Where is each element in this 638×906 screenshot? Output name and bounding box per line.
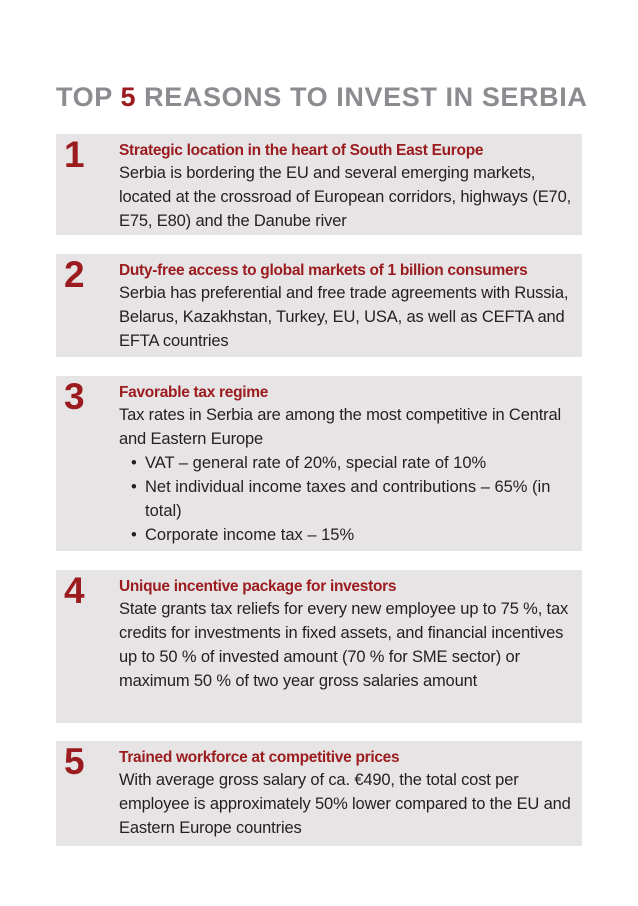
reason-heading: Trained workforce at competitive prices — [119, 749, 400, 766]
title-prefix: TOP — [56, 82, 121, 112]
reason-content — [119, 747, 576, 840]
reason-number: 4 — [64, 570, 85, 611]
reason-content — [119, 382, 576, 547]
reason-body: Serbia is bordering the EU and several emerging markets, located at the crossroad of European corridors, highways (E70, E75, E80) and the Danube river — [119, 164, 572, 230]
reason-card-1 — [56, 134, 582, 235]
reason-card-3 — [56, 376, 582, 551]
reason-content — [119, 140, 576, 233]
reason-body: With average gross salary of ca. €490, the total cost per employee is approximately 50% lower compared to the EU and Eastern Europe countries — [119, 771, 571, 837]
reason-number: 1 — [64, 134, 85, 175]
reason-content — [119, 260, 576, 353]
page-title — [56, 82, 587, 113]
reason-card-4 — [56, 570, 582, 723]
reason-number: 5 — [64, 741, 85, 782]
reason-body: Tax rates in Serbia are among the most competitive in Central and Eastern Europe — [119, 406, 562, 448]
title-suffix: REASONS TO INVEST IN SERBIA — [136, 82, 588, 112]
reason-heading: Strategic location in the heart of South East Europe — [119, 142, 484, 159]
reason-body: State grants tax reliefs for every new employee up to 75 %, tax credits for investments in fixed assets, and financial incentives up to 50 % of invested amount (70 % for SME sector) or maximum 50 % of two year gross salaries amount — [119, 600, 569, 690]
list-item: • VAT – general rate of 20%, special rate of 10% — [131, 451, 576, 475]
reason-body: Serbia has preferential and free trade agreements with Russia, Belarus, Kazakhstan, Turkey, EU, USA, as well as CEFTA and EFTA countries — [119, 284, 569, 350]
reason-number: 3 — [64, 376, 85, 417]
reason-card-2 — [56, 254, 582, 357]
reason-heading: Unique incentive package for investors — [119, 578, 397, 595]
reason-heading: Duty-free access to global markets of 1 billion consumers — [119, 262, 528, 279]
list-item: • Net individual income taxes and contributions – 65% (in total) — [131, 475, 576, 523]
reason-heading: Favorable tax regime — [119, 384, 269, 401]
reason-number: 2 — [64, 254, 85, 295]
title-number: 5 — [120, 82, 137, 112]
reason-content — [119, 576, 576, 693]
reason-card-5 — [56, 741, 582, 846]
tax-rate-list — [119, 451, 576, 547]
list-item: • Corporate income tax – 15% — [131, 523, 576, 547]
